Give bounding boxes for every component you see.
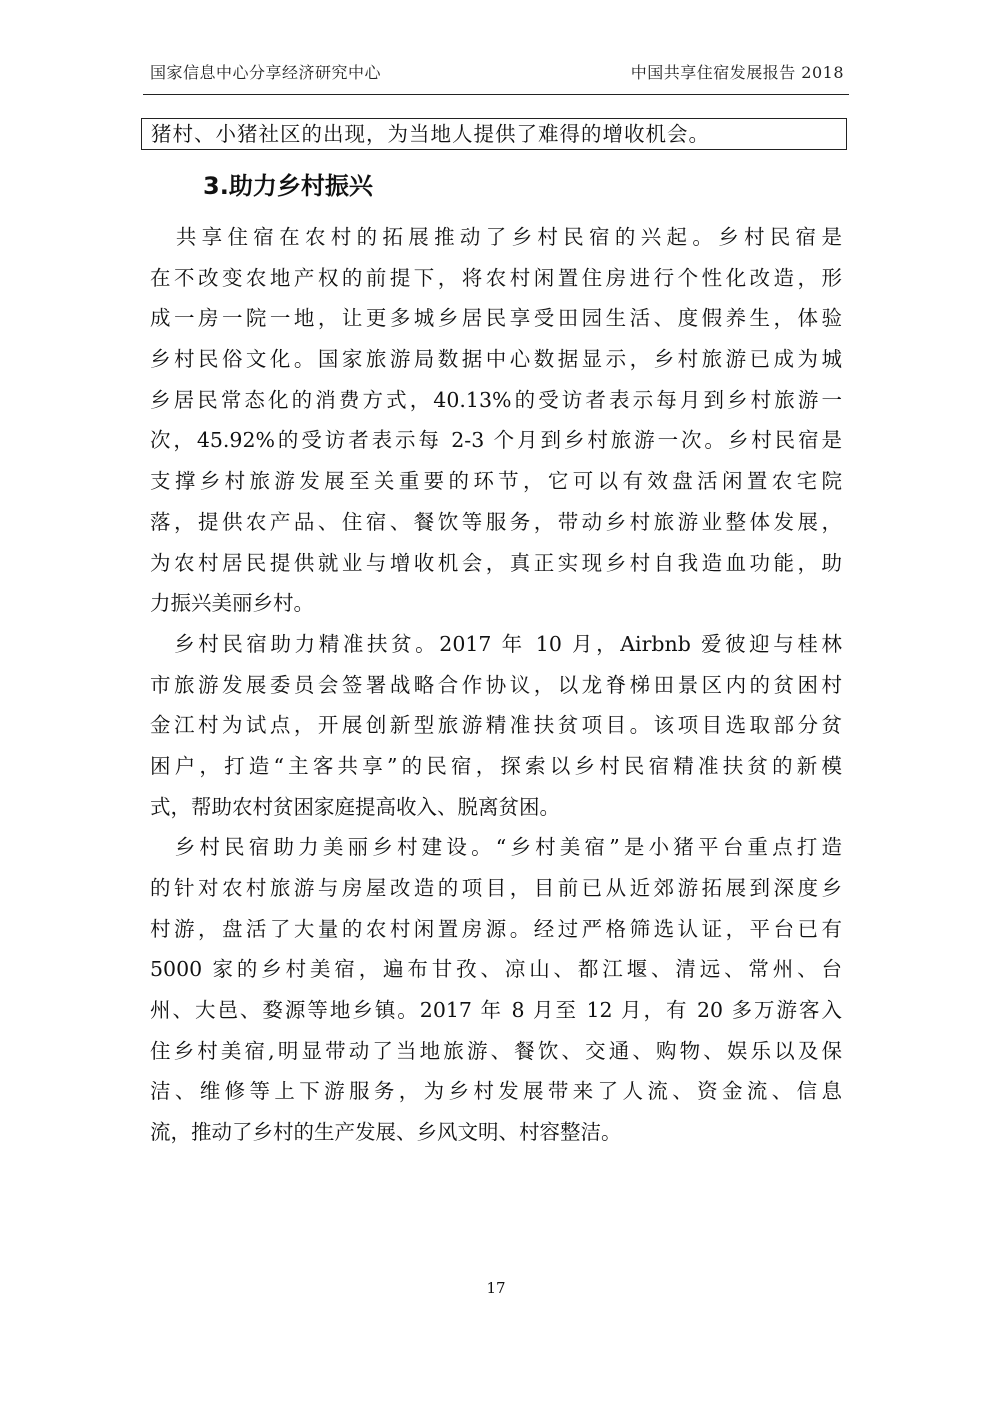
text-line: 5000 家的乡村美宿，遍布甘孜、凉山、都江堰、清远、常州、台 (150, 957, 842, 982)
boxed-case-continuation: 猪村、小猪社区的出现，为当地人提供了难得的增收机会。 (141, 118, 847, 150)
text-line: 乡村民宿助力精准扶贫。2017 年 10 月，Airbnb 爱彼迎与桂林 (150, 631, 842, 656)
section-title: 3.助力乡村振兴 (203, 172, 373, 200)
text-line: 洁、维修等上下游服务，为乡村发展带来了人流、资金流、信息 (150, 1079, 842, 1104)
text-line: 落，提供农产品、住宿、餐饮等服务，带动乡村旅游业整体发展， (150, 509, 842, 534)
text-line: 支撑乡村旅游发展至关重要的环节，它可以有效盘活闲置农宅院 (150, 469, 842, 494)
paragraph-poverty-alleviation (150, 624, 842, 827)
text-line: 市旅游发展委员会签署战略合作协议，以龙脊梯田景区内的贫困村 (150, 672, 842, 697)
text-line: 困户，打造“主客共享”的民宿，探索以乡村民宿精准扶贫的新模 (150, 753, 842, 778)
text-line: 共享住宿在农村的拓展推动了乡村民宿的兴起。乡村民宿是 (150, 225, 842, 249)
text-line: 为农村居民提供就业与增收机会，真正实现乡村自我造血功能，助 (150, 550, 842, 575)
text-line: 流，推动了乡村的生产发展、乡风文明、村容整洁。 (150, 1120, 622, 1145)
running-header (150, 60, 844, 86)
text-line: 成一房一院一地，让更多城乡居民享受田园生活、度假养生，体验 (150, 306, 842, 331)
text-line: 村游，盘活了大量的农村闲置房源。经过严格筛选认证，平台已有 (150, 916, 842, 941)
text-line: 在不改变农地产权的前提下，将农村闲置住房进行个性化改造，形 (150, 265, 842, 290)
text-line: 乡居民常态化的消费方式，40.13%的受访者表示每月到乡村旅游一 (150, 387, 842, 412)
text-line: 州、大邑、婺源等地乡镇。2017 年 8 月至 12 月，有 20 多万游客入 (150, 998, 842, 1023)
text-line: 式，帮助农村贫困家庭提高收入、脱离贫困。 (150, 794, 560, 819)
header-organization: 国家信息中心分享经济研究中心 (150, 63, 382, 82)
header-report-title: 中国共享住宿发展报告 2018 (630, 63, 844, 82)
text-line: 次，45.92%的受访者表示每 2-3 个月到乡村旅游一次。乡村民宿是 (150, 428, 842, 453)
text-line: 金江村为试点，开展创新型旅游精准扶贫项目。该项目选取部分贫 (150, 713, 842, 738)
text-line: 住乡村美宿,明显带动了当地旅游、餐饮、交通、购物、娱乐以及保 (150, 1038, 842, 1063)
body-text (150, 217, 842, 1153)
page-number: 17 (486, 1279, 506, 1297)
text-line: 力振兴美丽乡村。 (150, 591, 314, 616)
text-line: 乡村民宿助力美丽乡村建设。“乡村美宿”是小猪平台重点打造 (150, 835, 842, 860)
header-rule (143, 94, 849, 95)
text-line: 的针对农村旅游与房屋改造的项目，目前已从近郊游拓展到深度乡 (150, 876, 842, 900)
paragraph-rural-homestays (150, 217, 842, 624)
paragraph-beautiful-countryside (150, 827, 842, 1153)
text-line: 乡村民俗文化。国家旅游局数据中心数据显示，乡村旅游已成为城 (150, 347, 842, 372)
